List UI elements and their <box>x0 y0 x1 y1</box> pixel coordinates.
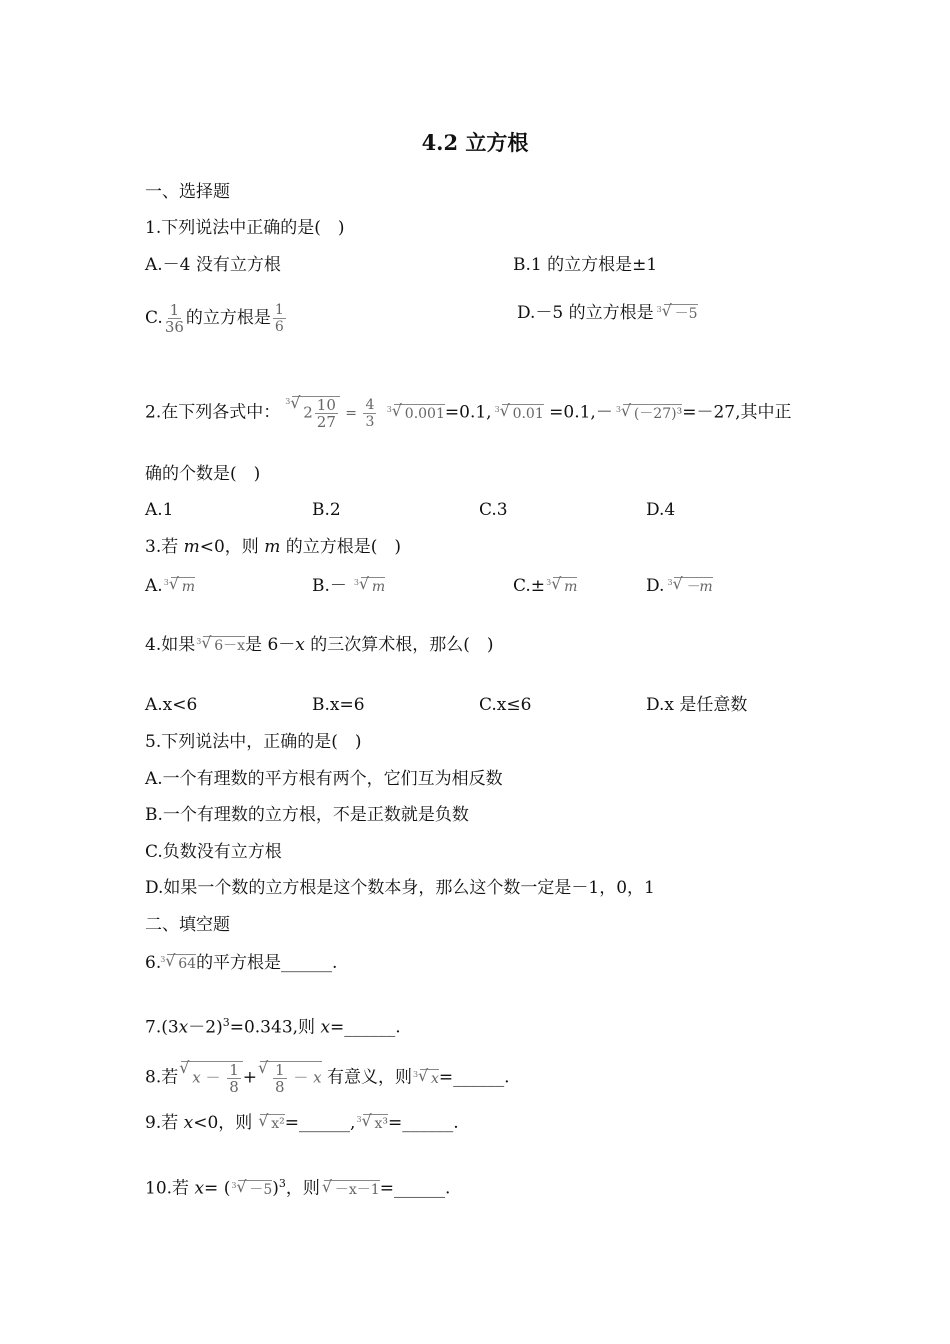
cube-root-m: √ 3 m <box>553 577 577 596</box>
cube-root-neg27-cubed: √ 3 (－27)³ <box>623 404 682 423</box>
page-title: 4.2 立方根 <box>421 130 529 155</box>
cube-root-64: √ 3 64 <box>167 954 196 973</box>
q2-option-d: D.4 <box>646 500 676 520</box>
q5-option-c: C.负数没有立方根 <box>145 842 282 862</box>
q5-option-a: A.一个有理数的平方根有两个，它们互为相反数 <box>145 769 503 789</box>
fraction-4-3: $\frac{4}{3}$ <box>365 396 375 430</box>
question-10: 10.若 x= ( √ 3 －5)$^3$，则√ －x－1=______. <box>145 1173 450 1200</box>
sqrt-neg-x-minus-1: √ －x－1 <box>324 1180 380 1199</box>
fraction-1-6: $\frac{1}{6}$ <box>274 302 284 335</box>
sqrt-x-squared: √ x² <box>260 1114 285 1133</box>
question-9: 9.若 x<0，则√ x²=______, √ 3 x³=______. <box>145 1112 459 1134</box>
cube-root-6-minus-x: √ 3 6－x <box>203 636 245 655</box>
question-3-stem: 3.若 m<0，则 m 的立方根是( ) <box>145 537 402 557</box>
q4-option-d: D.x 是任意数 <box>646 695 748 715</box>
cube-root-001: √ 3 0.01 <box>502 404 544 423</box>
cube-root-neg5: √ 3 －5 <box>238 1180 272 1199</box>
cube-root-x-cubed: √ 3 x³ <box>363 1114 388 1133</box>
question-5-stem: 5.下列说法中，正确的是( ) <box>145 732 362 752</box>
cube-root-neg-m: √ 3 －m <box>674 577 712 596</box>
cube-root-m: √ 3 m <box>171 577 195 596</box>
fraction-1-36: $\frac{1}{36}$ <box>164 301 184 336</box>
q5-option-d: D.如果一个数的立方根是这个数本身，那么这个数一定是－1，0，1 <box>145 878 655 898</box>
question-2-stem-continued: 确的个数是( ) <box>145 464 261 484</box>
q2-option-c: C.3 <box>479 500 508 520</box>
q1-option-d: D.－5 的立方根是 √ 3 －5 <box>517 302 698 324</box>
q1-option-c: C. $\frac{1}{36}$ 的立方根是 $\frac{1}{6}$ <box>145 301 284 336</box>
question-7: $7.(3x-2)^3=0.343$,则 x=______. <box>145 1016 401 1038</box>
cube-root-neg5: √ 3 －5 <box>664 304 698 323</box>
cube-root-0001: √ 3 0.001 <box>394 404 445 423</box>
q4-option-b: B.x=6 <box>312 695 365 715</box>
section-heading-choice: 一、选择题 <box>145 182 230 202</box>
q3-option-a: A. √ 3 m <box>145 575 195 597</box>
cube-root-mixed-fraction: √ 3 2 $\frac{10}{27}$ <box>292 396 340 430</box>
question-8: 8.若√ x － $\frac{1}{8}$ + √ $\frac{1}{8}$ － x 有意义，则 √ 3 x=______. <box>145 1061 510 1095</box>
q3-option-c: C.± √ 3 m <box>513 575 577 597</box>
sqrt-one-eighth-minus-x: √ $\frac{1}{8}$ － x <box>260 1061 322 1095</box>
question-1-stem: 1.下列说法中正确的是( ) <box>145 218 345 238</box>
sqrt-x-minus-one-eighth: √ x － $\frac{1}{8}$ <box>181 1061 243 1095</box>
question-2-stem: 2.在下列各式中： √ 3 2 $\frac{10}{27}$ = $\frac{4}{3}$ √ 3 0.001=0.1, √ 3 0.01 =0.1,－ √ 3 (－27)³=－27,其中正 <box>145 396 791 430</box>
q2-option-a: A.1 <box>145 500 174 520</box>
question-4-stem: 4.如果 √ 3 6－x是 6－x 的三次算术根，那么( ) <box>145 634 494 656</box>
q2-option-b: B.2 <box>312 500 341 520</box>
cube-root-m: √ 3 m <box>361 577 385 596</box>
q1-option-b: B.1 的立方根是±1 <box>513 255 658 275</box>
q4-option-a: A.x<6 <box>145 695 198 715</box>
q5-option-b: B.一个有理数的立方根，不是正数就是负数 <box>145 805 469 825</box>
cube-root-x: √ 3 x <box>420 1069 439 1088</box>
q4-option-c: C.x≤6 <box>479 695 532 715</box>
section-heading-fill: 二、填空题 <box>145 915 230 935</box>
q1-option-a: A.－4 没有立方根 <box>145 255 281 275</box>
question-6: 6. √ 3 64的平方根是______. <box>145 952 337 974</box>
q3-option-b: B.－ √ 3 m <box>312 575 385 597</box>
q3-option-d: D. √ 3 －m <box>646 575 713 597</box>
